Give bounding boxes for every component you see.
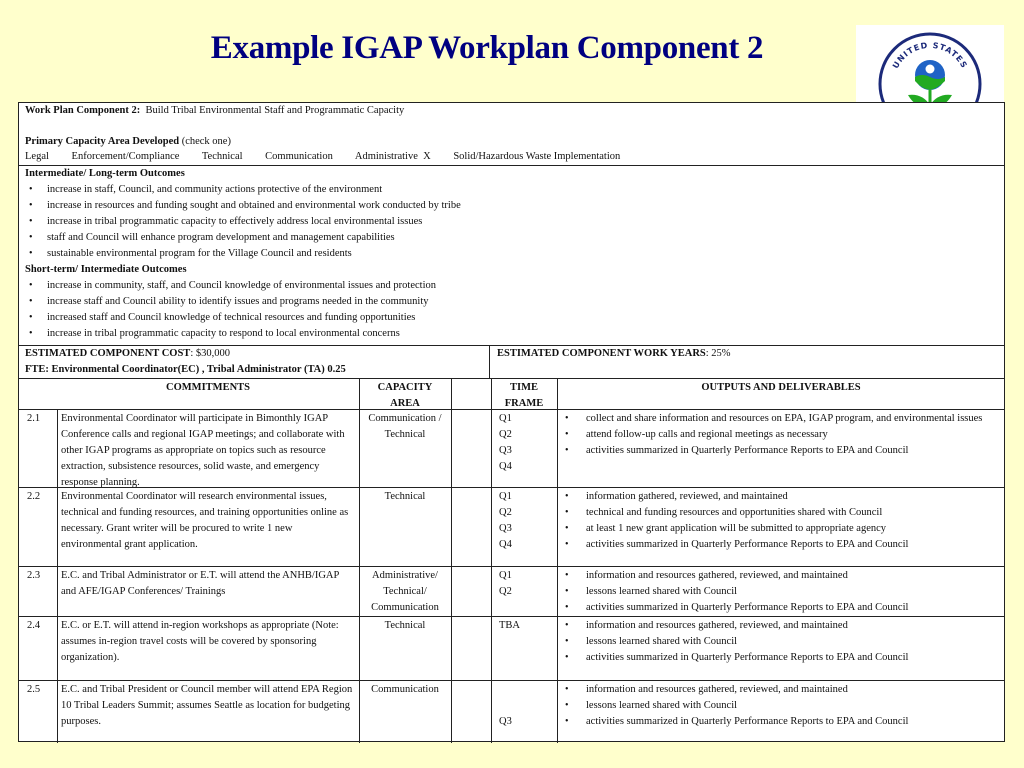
capacity-option[interactable]: Technical — [201, 151, 243, 162]
list-item: • information and resources gathered, reviewed, and maintained — [557, 682, 999, 698]
list-item: • at least 1 new grant application will be submitted to appropriate agency — [557, 521, 999, 537]
row-number: 2.2 — [27, 491, 41, 502]
list-item: • activities summarized in Quarterly Performance Reports to EPA and Council — [557, 600, 999, 616]
long-term-title: Intermediate/ Long-term Outcomes — [25, 168, 185, 179]
header-capacity-line2: AREA — [390, 398, 420, 409]
time-frame-item: Q2 — [499, 507, 512, 518]
column-divider — [451, 378, 452, 743]
list-item: • activities summarized in Quarterly Performance Reports to EPA and Council — [557, 443, 999, 459]
time-frame-item: Q3 — [499, 716, 512, 727]
time-frame-item: Q3 — [499, 445, 512, 456]
row-commitment: Environmental Coordinator will research environmental issues, technical and funding resources, and training opportunities online as necessary. Grant writer will be procured to write 1 new environmental grant application. — [61, 491, 349, 550]
fte-label: FTE: Environmental Coordinator(EC) , Tribal Administrator (TA) 0.25 — [25, 364, 346, 375]
row-commitment: E.C. or E.T. will attend in-region workshops as appropriate (Note: assumes in-region travel costs will be covered by sponsoring organization). — [61, 620, 339, 663]
list-item: • information and resources gathered, reviewed, and maintained — [557, 618, 999, 634]
short-term-list — [25, 278, 1004, 342]
row-time-frame — [491, 680, 557, 743]
time-frame-item: Q1 — [499, 570, 512, 581]
row-time-frame — [491, 616, 557, 680]
list-item: • lessons learned shared with Council — [557, 698, 999, 714]
row-commitment: Environmental Coordinator will participate in Bimonthly IGAP Conference calls and regional IGAP meetings; and collaborate with other IGAP programs as appropriate on topics such as resource extraction, subsistence resources, solid waste, and emergency response planning. — [61, 413, 345, 488]
outcomes-section — [19, 166, 1004, 342]
capacity-option-checked[interactable]: Administrative X — [354, 151, 431, 162]
time-frame-item: Q1 — [499, 413, 512, 424]
work-years-label: ESTIMATED COMPONENT WORK YEARS — [497, 348, 706, 359]
capacity-line — [25, 134, 231, 150]
list-item: • information gathered, reviewed, and maintained — [557, 489, 999, 505]
short-term-title: Short-term/ Intermediate Outcomes — [25, 264, 187, 275]
row-time-frame — [491, 566, 557, 616]
fte-line — [25, 362, 346, 378]
capacity-option[interactable]: Legal — [25, 151, 49, 162]
row-number: 2.5 — [27, 684, 41, 695]
work-years-value: : 25% — [705, 348, 731, 359]
outputs-list — [557, 489, 999, 553]
cost-label: ESTIMATED COMPONENT COST — [25, 348, 191, 359]
list-item: • lessons learned shared with Council — [557, 634, 999, 650]
outputs-list — [557, 682, 999, 730]
row-number: 2.4 — [27, 620, 41, 631]
row-divider — [19, 680, 1004, 681]
component-line — [25, 103, 404, 119]
row-outputs — [557, 487, 1005, 566]
component-sep: : — [136, 105, 141, 116]
list-item: • technical and funding resources and opportunities shared with Council — [557, 505, 999, 521]
capacity-option[interactable]: Solid/Hazardous Waste Implementation — [453, 151, 621, 162]
long-term-list — [25, 182, 1004, 262]
time-frame-item: Q4 — [499, 461, 512, 472]
divider — [489, 345, 490, 378]
time-frame-item: Q3 — [499, 523, 512, 534]
row-capacity-area: Communication / Technical — [368, 413, 442, 440]
row-number: 2.3 — [27, 570, 41, 581]
header-commitments: COMMITMENTS — [166, 382, 250, 393]
row-divider — [19, 616, 1004, 617]
time-frame-item — [499, 682, 553, 698]
row-outputs — [557, 566, 1005, 616]
list-item: • staff and Council will enhance program development and management capabilities — [25, 230, 1004, 246]
capacity-option[interactable]: Enforcement/Compliance — [71, 151, 180, 162]
time-frame-item — [499, 698, 553, 714]
header-capacity-line1: CAPACITY — [377, 382, 433, 393]
row-capacity-area: Technical — [384, 620, 426, 631]
header-outputs: OUTPUTS AND DELIVERABLES — [701, 382, 861, 393]
row-divider — [19, 487, 1004, 488]
list-item: • increase in tribal programmatic capacity to respond to local environmental concerns — [25, 326, 1004, 342]
row-commitment: E.C. and Tribal Administrator or E.T. will attend the ANHB/IGAP and AFE/IGAP Conferences/ Trainings — [61, 570, 339, 597]
list-item: • collect and share information and resources on EPA, IGAP program, and environmental issues — [557, 411, 999, 427]
row-divider — [19, 566, 1004, 567]
row-capacity-area: Administrative/ Technical/ Communication — [371, 570, 439, 613]
slide-title: Example IGAP Workplan Component 2 — [210, 30, 764, 66]
component-text: Build Tribal Environmental Staff and Programmatic Capacity — [145, 105, 405, 116]
list-item: • increased staff and Council knowledge of technical resources and funding opportunities — [25, 310, 1004, 326]
list-item: • increase staff and Council ability to identify issues and programs needed in the community — [25, 294, 1004, 310]
capacity-label: Primary Capacity Area Developed — [25, 136, 180, 147]
row-capacity-area: Technical — [384, 491, 426, 502]
capacity-options — [25, 149, 640, 165]
list-item: • activities summarized in Quarterly Performance Reports to EPA and Council — [557, 650, 999, 666]
list-item: • increase in tribal programmatic capacity to effectively address local environmental issues — [25, 214, 1004, 230]
time-frame-item: TBA — [499, 620, 520, 631]
row-time-frame — [491, 487, 557, 566]
cost-value: : $30,000 — [190, 348, 230, 359]
row-number: 2.1 — [27, 413, 41, 424]
workplan-document — [18, 102, 1005, 742]
list-item: • increase in resources and funding sought and obtained and environmental work conducted by tribe — [25, 198, 1004, 214]
header-time-line1: TIME — [509, 382, 538, 393]
cost-line — [25, 346, 230, 362]
row-outputs — [557, 616, 1005, 680]
row-time-frame — [491, 409, 557, 487]
capacity-hint: (check one) — [181, 136, 231, 147]
time-frame-item: Q2 — [499, 429, 512, 440]
list-item: • sustainable environmental program for the Village Council and residents — [25, 246, 1004, 262]
row-commitment: E.C. and Tribal President or Council member will attend EPA Region 10 Tribal Leaders Summit; assumes Seattle as location for budgeting purposes. — [61, 684, 353, 727]
outputs-list — [557, 568, 999, 616]
list-item: • activities summarized in Quarterly Performance Reports to EPA and Council — [557, 714, 999, 730]
seal-top-text: UNITED STATES — [890, 40, 970, 71]
time-frame-item: Q2 — [499, 586, 512, 597]
row-capacity-area: Communication — [371, 684, 439, 695]
list-item: • lessons learned shared with Council — [557, 584, 999, 600]
component-label: Work Plan Component 2 — [25, 105, 137, 116]
work-years-line — [497, 346, 731, 362]
capacity-option[interactable]: Communication — [265, 151, 333, 162]
row-outputs — [557, 680, 1005, 743]
outputs-list — [557, 411, 999, 459]
list-item: • attend follow-up calls and regional meetings as necessary — [557, 427, 999, 443]
row-outputs — [557, 409, 1005, 487]
header-time-line2: FRAME — [504, 398, 544, 409]
list-item: • increase in staff, Council, and community actions protective of the environment — [25, 182, 1004, 198]
time-frame-item: Q1 — [499, 491, 512, 502]
list-item: • information and resources gathered, reviewed, and maintained — [557, 568, 999, 584]
list-item: • increase in community, staff, and Council knowledge of environmental issues and protection — [25, 278, 1004, 294]
time-frame-item: Q4 — [499, 539, 512, 550]
outputs-list — [557, 618, 999, 666]
list-item: • activities summarized in Quarterly Performance Reports to EPA and Council — [557, 537, 999, 553]
